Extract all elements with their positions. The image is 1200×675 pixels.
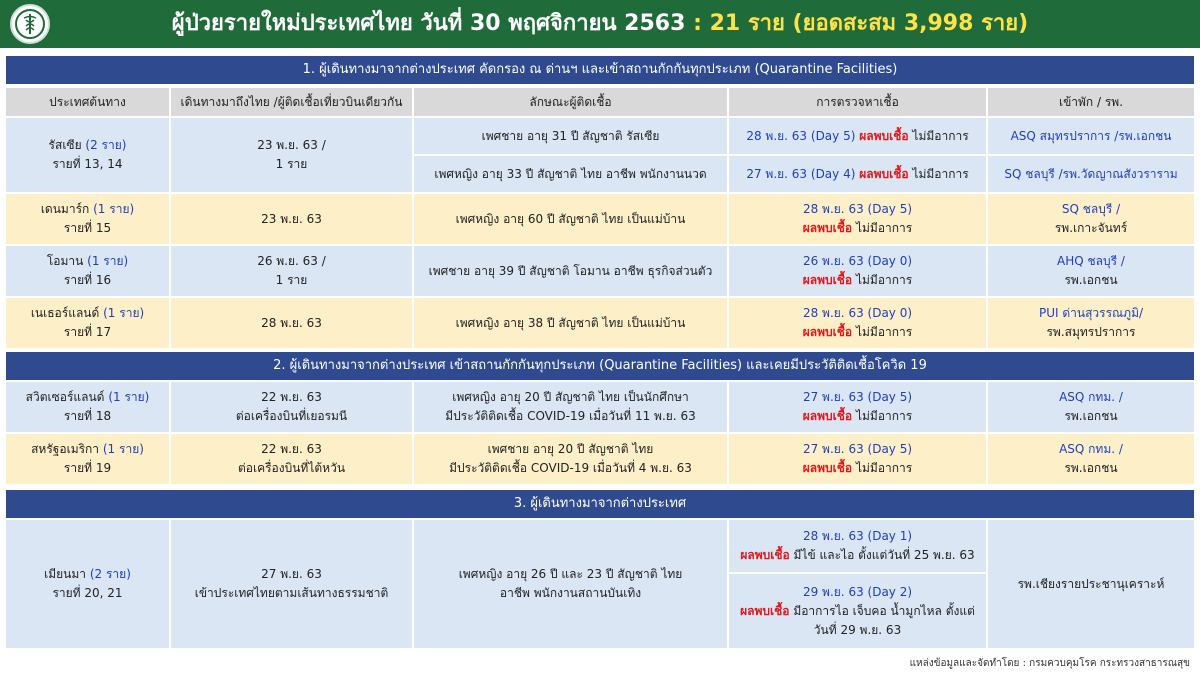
denmark-profile: เพศหญิง อายุ 60 ปี สัญชาติ ไทย เป็นแม่บ้าน	[414, 194, 727, 244]
case-count: (1 ราย)	[93, 202, 135, 216]
symptom: ไม่มีอาการ	[855, 221, 913, 235]
profile-line-1: เพศหญิง อายุ 26 ปี และ 23 ปี สัญชาติ ไทย	[458, 567, 683, 581]
country-name: รัสเซีย	[48, 138, 82, 152]
profile-line-1: เพศชาย อายุ 20 ปี สัญชาติ ไทย	[487, 442, 654, 456]
hospital: รพ.เอกชน	[1064, 273, 1118, 287]
arrival-date: 23 พ.ย. 63 /	[257, 138, 326, 152]
test-date: 27 พ.ย. 63 (Day 5)	[802, 442, 913, 456]
arrival-date: 26 พ.ย. 63 /	[257, 254, 326, 268]
profile-line-2: มีประวัติติดเชื้อ COVID-19 เมื่อวันที่ 4 พ.ย. 63	[449, 461, 692, 475]
symptom: ไม่มีอาการ	[912, 128, 969, 143]
case-count: (2 ราย)	[85, 138, 127, 152]
quarantine-facility: ASQ กทม. /	[1059, 442, 1123, 456]
col-header-arrival: เดินทางมาถึงไทย /ผู้ติดเชื้อเที่ยวบินเดียวกัน	[171, 88, 412, 116]
case-number: รายที่ 19	[63, 461, 112, 475]
netherlands-test	[729, 298, 986, 348]
arrival-date: 22 พ.ย. 63	[261, 442, 322, 456]
transit: ต่อเครื่องบินที่ไต้หวัน	[237, 461, 346, 475]
quarantine-facility: AHQ ชลบุรี /	[1057, 254, 1125, 268]
myanmar-a-test	[729, 520, 986, 572]
flight-cases: 1 ราย	[275, 157, 308, 171]
russia-arrival-cell	[171, 118, 412, 192]
case-number: รายที่ 18	[63, 409, 112, 423]
symptom-line-2: วันที่ 29 พ.ย. 63	[813, 622, 902, 637]
hospital: รพ.เอกชน	[1064, 409, 1118, 423]
case-count: (1 ราย)	[108, 390, 150, 404]
country-name: เมียนมา	[44, 567, 87, 581]
symptom: ไม่มีอาการ	[855, 461, 913, 475]
case-number: รายที่ 20, 21	[52, 586, 123, 600]
page-title	[0, 0, 1200, 48]
symptom: ไม่มีอาการ	[855, 409, 913, 423]
switzerland-country-cell	[6, 382, 169, 432]
col-header-country: ประเทศต้นทาง	[6, 88, 169, 116]
test-date: 28 พ.ย. 63 (Day 1)	[802, 529, 913, 543]
russia-b-test	[729, 156, 986, 192]
test-result: ผลพบเชื้อ	[740, 603, 790, 618]
netherlands-profile: เพศหญิง อายุ 38 ปี สัญชาติ ไทย เป็นแม่บ้าน	[414, 298, 727, 348]
profile-line-2: มีประวัติติดเชื้อ COVID-19 เมื่อวันที่ 11 พ.ย. 63	[445, 409, 696, 423]
test-result: ผลพบเชื้อ	[859, 128, 909, 143]
netherlands-arrival-cell: 28 พ.ย. 63	[171, 298, 412, 348]
transit: ต่อเครื่องบินที่เยอรมนี	[235, 409, 348, 423]
usa-place	[988, 434, 1194, 484]
test-result: ผลพบเชื้อ	[802, 273, 853, 287]
russia-a-place: ASQ สมุทรปราการ /รพ.เอกชน	[988, 118, 1194, 154]
title-main: ผู้ป่วยรายใหม่ประเทศไทย วันที่ 30 พฤศจิกายน 2563	[171, 11, 686, 36]
country-name: สวิตเซอร์แลนด์	[25, 390, 105, 404]
profile-line-1: เพศหญิง อายุ 20 ปี สัญชาติ ไทย เป็นนักศึกษา	[452, 390, 689, 404]
test-result: ผลพบเชื้อ	[802, 409, 853, 423]
russia-a-profile: เพศชาย อายุ 31 ปี สัญชาติ รัสเซีย	[414, 118, 727, 154]
case-count: (1 ราย)	[87, 254, 129, 268]
profile-line-2: อาชีพ พนักงานสถานบันเทิง	[499, 586, 642, 600]
myanmar-arrival-cell	[171, 520, 412, 648]
test-date: 28 พ.ย. 63 (Day 0)	[802, 306, 913, 320]
usa-profile	[414, 434, 727, 484]
case-count: (1 ราย)	[103, 306, 145, 320]
title-count: 21 ราย (ยอดสะสม 3,998 ราย)	[709, 11, 1029, 36]
country-name: เนเธอร์แลนด์	[30, 306, 100, 320]
flight-cases: 1 ราย	[275, 273, 308, 287]
oman-test	[729, 246, 986, 296]
arrival-date: 22 พ.ย. 63	[261, 390, 322, 404]
oman-profile: เพศชาย อายุ 39 ปี สัญชาติ โอมาน อาชีพ ธุรกิจส่วนตัว	[414, 246, 727, 296]
usa-arrival-cell	[171, 434, 412, 484]
test-result: ผลพบเชื้อ	[740, 548, 790, 562]
header-bar	[0, 0, 1200, 48]
quarantine-facility: PUI ด่านสุวรรณภูมิ/	[1038, 306, 1144, 320]
col-header-profile: ลักษณะผู้ติดเชื้อ	[414, 88, 727, 116]
switzerland-place	[988, 382, 1194, 432]
test-result: ผลพบเชื้อ	[802, 221, 853, 235]
test-result: ผลพบเชื้อ	[802, 325, 853, 339]
myanmar-place: รพ.เชียงรายประชานุเคราะห์	[988, 520, 1194, 648]
col-header-test: การตรวจหาเชื้อ	[729, 88, 986, 116]
oman-country-cell	[6, 246, 169, 296]
test-date: 27 พ.ย. 63 (Day 5)	[802, 390, 913, 404]
country-name: สหรัฐอเมริกา	[31, 442, 100, 456]
case-number: รายที่ 13, 14	[52, 157, 123, 171]
oman-place	[988, 246, 1194, 296]
case-number: รายที่ 15	[63, 221, 112, 235]
usa-country-cell	[6, 434, 169, 484]
title-separator: :	[693, 11, 702, 36]
symptom: ไม่มีอาการ	[855, 325, 913, 339]
hospital: รพ.สมุทรปราการ	[1046, 325, 1136, 339]
hospital: รพ.เอกชน	[1064, 461, 1118, 475]
hospital: รพ.เกาะจันทร์	[1054, 221, 1128, 235]
denmark-country-cell	[6, 194, 169, 244]
denmark-arrival-cell: 23 พ.ย. 63	[171, 194, 412, 244]
russia-a-test	[729, 118, 986, 154]
myanmar-profile	[414, 520, 727, 648]
quarantine-facility: SQ ชลบุรี /	[1061, 202, 1121, 216]
myanmar-country-cell	[6, 520, 169, 648]
oman-arrival-cell	[171, 246, 412, 296]
test-date: 28 พ.ย. 63 (Day 5)	[746, 128, 856, 143]
quarantine-facility: ASQ กทม. /	[1059, 390, 1123, 404]
section-3-bar: 3. ผู้เดินทางมาจากต่างประเทศ	[6, 490, 1194, 518]
case-count: (1 ราย)	[102, 442, 144, 456]
section-2-bar: 2. ผู้เดินทางมาจากต่างประเทศ เข้าสถานกักกันทุกประเภท (Quarantine Facilities) และเคยมีประวัติติดเชื้อโควิด 19	[6, 352, 1194, 380]
country-name: เดนมาร์ก	[40, 202, 90, 216]
usa-test	[729, 434, 986, 484]
section-1-bar: 1. ผู้เดินทางมาจากต่างประเทศ คัดกรอง ณ ด่านฯ และเข้าสถานกักกันทุกประเภท (Quarantine Facilities)	[6, 56, 1194, 84]
denmark-place	[988, 194, 1194, 244]
russia-b-profile: เพศหญิง อายุ 33 ปี สัญชาติ ไทย อาชีพ พนักงานนวด	[414, 156, 727, 192]
case-count: (2 ราย)	[89, 567, 131, 581]
test-result: ผลพบเชื้อ	[802, 461, 853, 475]
switzerland-test	[729, 382, 986, 432]
myanmar-b-test	[729, 574, 986, 648]
test-date: 29 พ.ย. 63 (Day 2)	[802, 584, 913, 599]
case-number: รายที่ 17	[63, 325, 112, 339]
symptom: มีไข้ และไอ ตั้งแต่วันที่ 25 พ.ย. 63	[793, 548, 975, 562]
entry-route: เข้าประเทศไทยตามเส้นทางธรรมชาติ	[194, 586, 389, 600]
source-credit: แหล่งข้อมูลและจัดทำโดย : กรมควบคุมโรค กระทรวงสาธารณสุข	[909, 658, 1190, 669]
symptom: มีอาการไอ เจ็บคอ น้ำมูกไหล ตั้งแต่	[793, 603, 975, 618]
arrival-date: 27 พ.ย. 63	[261, 567, 322, 581]
col-header-place: เข้าพัก / รพ.	[988, 88, 1194, 116]
test-date: 26 พ.ย. 63 (Day 0)	[802, 254, 913, 268]
test-result: ผลพบเชื้อ	[859, 166, 909, 181]
netherlands-country-cell	[6, 298, 169, 348]
switzerland-arrival-cell	[171, 382, 412, 432]
russia-country-cell	[6, 118, 169, 192]
russia-b-place: SQ ชลบุรี /รพ.วัดญาณสังวราราม	[988, 156, 1194, 192]
netherlands-place	[988, 298, 1194, 348]
switzerland-profile	[414, 382, 727, 432]
test-date: 28 พ.ย. 63 (Day 5)	[802, 202, 913, 216]
symptom: ไม่มีอาการ	[912, 166, 969, 181]
denmark-test	[729, 194, 986, 244]
country-name: โอมาน	[46, 254, 84, 268]
test-date: 27 พ.ย. 63 (Day 4)	[746, 166, 856, 181]
symptom: ไม่มีอาการ	[855, 273, 913, 287]
case-number: รายที่ 16	[63, 273, 112, 287]
